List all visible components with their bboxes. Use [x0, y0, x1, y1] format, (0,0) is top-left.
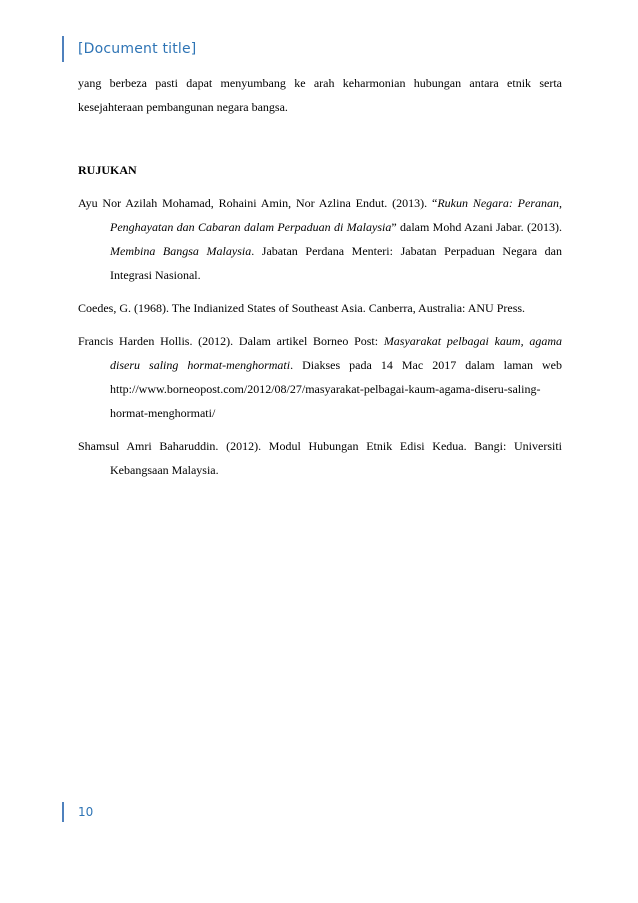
reference-italic-title: Membina Bangsa Malaysia	[110, 244, 252, 258]
page-footer	[62, 803, 93, 821]
page-header	[62, 36, 196, 62]
document-body	[78, 71, 562, 482]
reference-text: Shamsul Amri Baharuddin. (2012). Modul Hubungan Etnik Edisi Kedua. Bangi: Universiti Kebangsaan Malaysia.	[78, 439, 562, 477]
header-accent-bar	[62, 36, 64, 62]
reference-text: . Jabatan Perdana Menteri: Jabatan Perpaduan Negara dan Integrasi Nasional.	[110, 244, 562, 282]
reference-italic-title: Rukun Negara: Peranan, Penghayatan dan Cabaran dalam Perpaduan di Malaysia	[110, 196, 562, 234]
body-paragraph: yang berbeza pasti dapat menyumbang ke arah keharmonian hubungan antara etnik serta kesejahteraan pembangunan negara bangsa.	[78, 76, 562, 114]
footer-accent-bar	[62, 802, 64, 822]
reference-text: Coedes, G. (1968). The Indianized States of Southeast Asia. Canberra, Australia: ANU Press.	[78, 301, 526, 315]
reference-entry	[78, 191, 562, 287]
reference-entry	[78, 329, 562, 425]
page-number: 10	[78, 805, 94, 819]
reference-text: ” dalam Mohd Azani Jabar. (2013).	[391, 220, 562, 234]
document-title: [Document title]	[78, 41, 197, 57]
references-heading: RUJUKAN	[78, 163, 137, 177]
reference-italic-title: Masyarakat pelbagai kaum, agama diseru saling hormat-menghormati	[110, 334, 562, 372]
reference-entry	[78, 434, 562, 482]
reference-text: Ayu Nor Azilah Mohamad, Rohaini Amin, Nor Azlina Endut. (2013). “	[78, 196, 438, 210]
reference-text: . Diakses pada 14 Mac 2017 dalam laman web http://www.borneopost.com/2012/08/27/masyarakat-pelbagai-kaum-agama-diseru-saling-hormat-menghormati/	[110, 358, 562, 420]
reference-entry	[78, 296, 562, 320]
reference-text: Francis Harden Hollis. (2012). Dalam artikel Borneo Post:	[78, 334, 384, 348]
